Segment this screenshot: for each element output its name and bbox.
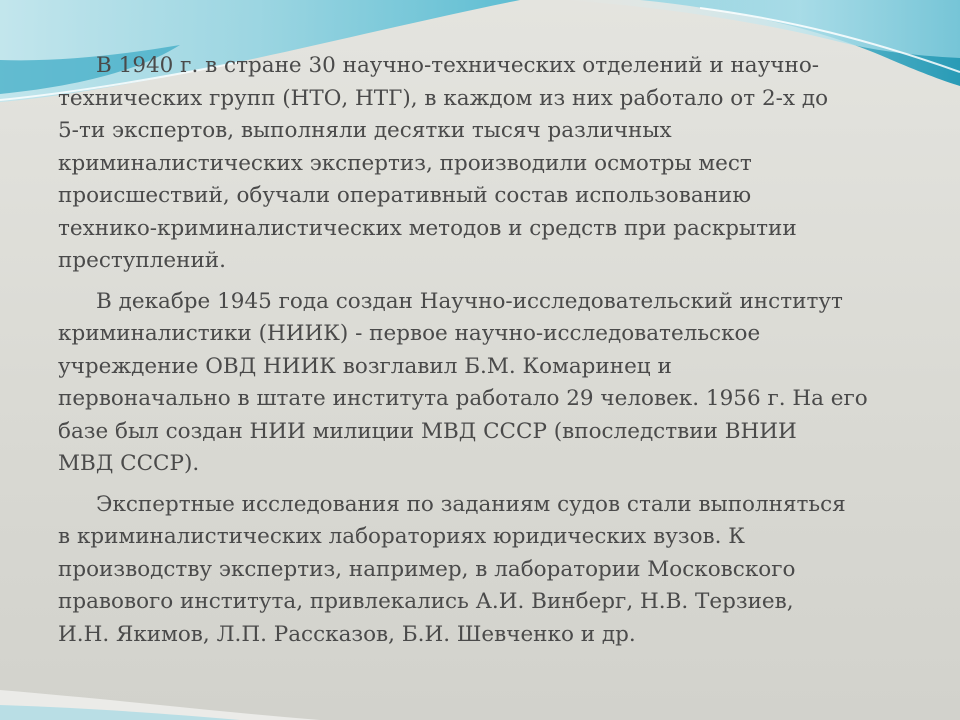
paragraph-1: В 1940 г. в стране 30 научно-технических отделений и научно- технических групп (НТО, НТГ), в каждом из них работало от 2-х до 5-ти экспертов, выполняли десятки тысяч различных криминалистических экспертиз, производили осмотры мест происшествий, обучали оперативный состав использованию технико-криминалистических методов и средств при раскрытии преступлений. — [58, 53, 829, 273]
paragraph-3: Экспертные исследования по заданиям судов стали выполняться в криминалистических лабораториях юридических вузов. К производству экспертиз, например, в лаборатории Московского правового института, привлекались А.И. Винберг, Н.В. Терзиев, И.Н. Якимов, Л.П. Рассказов, Б.И. Шевченко и др. — [58, 491, 846, 647]
slide-text-body — [58, 50, 918, 659]
paragraph-2: В декабре 1945 года создан Научно-исследовательский институт криминалистики (НИИК) - первое научно-исследовательское учреждение ОВД НИИК возглавил Б.М. Комаринец и первоначально в штате института работало 29 человек. 1956 г. На его базе был создан НИИ милиции МВД СССР (впоследствии ВНИИ МВД СССР). — [58, 288, 868, 476]
